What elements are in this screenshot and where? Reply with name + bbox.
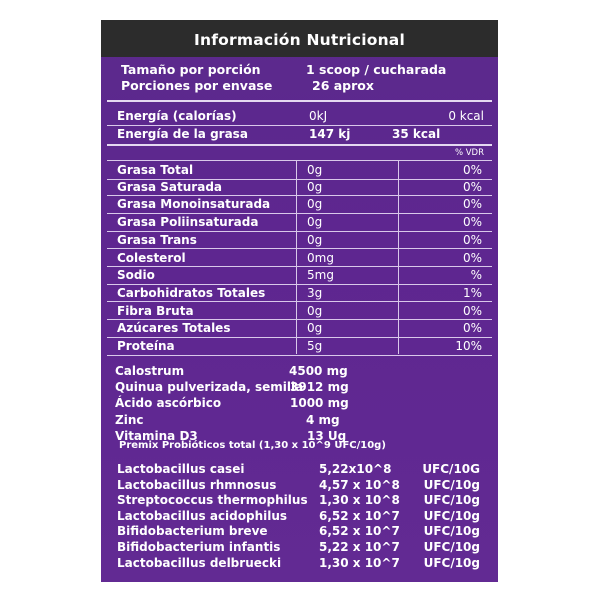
ingredient-name: Vitamina D3 [115,428,198,443]
probiotic-unit: UFC/10g [423,540,480,554]
nutrient-amount: 3g [307,285,323,300]
ingredient-name: Ácido ascórbico [115,396,222,411]
probiotic-name: Lactobacillus rhmnosus [117,477,277,492]
probiotic-count: 5,22x10^8 [319,462,392,476]
nutrient-percent: 0% [462,215,482,230]
nutrient-amount: 0g [307,303,323,318]
nutrient-name: Grasa Monoinsaturada [117,197,271,212]
nutrient-percent: 0% [462,197,482,212]
nutrient-amount: 0g [307,215,323,230]
ingredient-name: Calostrum [115,364,185,378]
nutrient-amount: 0g [307,179,323,194]
nutrient-row [107,160,492,180]
probiotic-name: Bifidobacterium breve [117,524,268,539]
ingredient-name: Zinc [115,412,144,427]
probiotic-count: 6,52 x 10^7 [319,524,400,539]
nutrient-amount: 0g [307,197,323,212]
nutrient-name: Fibra Bruta [117,303,194,318]
probiotic-count: 1,30 x 10^7 [319,555,400,570]
fat-energy-kj: 147 kj [309,127,351,141]
nutrient-percent: 0% [462,321,482,336]
fat-energy-kcal: 35 kcal [392,127,441,141]
nutrient-name: Grasa Trans [117,232,197,247]
nutrient-row [107,319,492,338]
probiotic-count: 5,22 x 10^7 [319,540,400,554]
nutrient-percent: 0% [462,250,482,265]
divider [107,100,492,102]
nutrient-amount: 0g [307,232,323,247]
divider [107,144,492,146]
nutrient-name: Grasa Total [117,163,194,177]
probiotic-unit: UFC/10g [423,508,480,523]
nutrient-row [107,213,492,232]
nutrient-row [107,266,492,285]
probiotic-unit: UFC/10g [423,555,480,570]
nutrient-percent: 0% [462,303,482,318]
energy-kcal: 0 kcal [448,109,484,123]
servings-per-container-label: Porciones por envase [121,78,273,93]
column-separator [398,160,399,354]
nutrient-amount: 0mg [307,250,334,265]
probiotic-unit: UFC/10g [423,477,480,492]
nutrient-name: Colesterol [117,250,186,265]
divider [107,125,492,126]
nutrient-name: Azúcares Totales [117,321,231,336]
probiotic-count: 1,30 x 10^8 [319,493,400,508]
energy-kj: 0kJ [309,109,328,123]
probiotic-name: Bifidobacterium infantis [117,540,281,554]
nutrient-percent: 0% [462,179,482,194]
ingredient-amount: 1000 mg [290,396,349,411]
nutrient-name: Grasa Poliinsaturada [117,215,259,230]
probiotic-name: Lactobacillus casei [117,462,245,476]
nutrient-row [107,284,492,303]
nutrient-amount: 0g [307,321,323,336]
fat-energy-label: Energía de la grasa [117,127,248,141]
probiotic-unit: UFC/10G [422,462,480,476]
nutrient-percent: % [470,268,482,283]
servings-per-container-value: 26 aprox [312,78,374,93]
serving-size-value: 1 scoop / cucharada [306,62,447,77]
ingredient-amount: 3912 mg [290,380,349,395]
nutrition-label-panel [101,20,498,582]
probiotic-unit: UFC/10g [423,493,480,508]
energy-label: Energía (calorías) [117,109,237,123]
nutrient-amount: 5g [307,339,323,353]
serving-size-label: Tamaño por porción [121,62,261,77]
nutrient-row [107,337,492,356]
nutrient-row [107,302,492,321]
vdr-header: % VDR [454,148,484,158]
nutrient-name: Carbohidratos Totales [117,285,266,300]
nutrient-row [107,195,492,214]
ingredient-amount: 4 mg [306,412,340,427]
nutrient-percent: 1% [462,285,482,300]
probiotic-name: Streptococcus thermophilus [117,493,308,508]
nutrient-percent: 10% [455,339,482,353]
ingredient-amount: 4500 mg [289,364,348,378]
premix-label: Premix Probióticos total (1,30 x 10^9 UFC/10g) [119,440,386,451]
nutrient-row [107,249,492,268]
nutrient-amount: 5mg [307,268,334,283]
nutrient-amount: 0g [307,163,323,177]
ingredient-amount: 13 Ug [307,428,347,443]
probiotic-name: Lactobacillus delbruecki [117,555,282,570]
column-separator [296,160,297,354]
nutrient-row [107,178,492,197]
nutrition-title: Información Nutricional [101,20,498,57]
ingredient-name: Quinua pulverizada, semilla [115,380,304,395]
probiotic-count: 6,52 x 10^7 [319,508,400,523]
probiotic-name: Lactobacillus acidophilus [117,508,288,523]
nutrient-name: Grasa Saturada [117,179,223,194]
nutrient-name: Proteína [117,339,175,353]
nutrient-row [107,231,492,250]
probiotic-unit: UFC/10g [423,524,480,539]
nutrient-name: Sodio [117,268,155,283]
nutrient-percent: 0% [462,232,482,247]
nutrient-percent: 0% [462,163,482,177]
probiotic-count: 4,57 x 10^8 [319,477,400,492]
